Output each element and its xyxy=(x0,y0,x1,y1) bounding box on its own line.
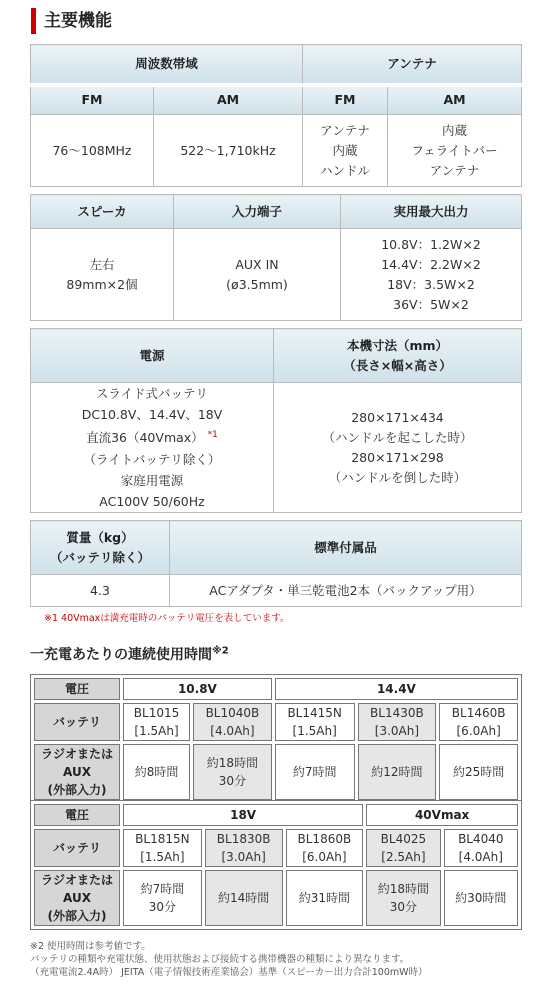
footnote-line: （充電電流2.4A時） JEITA（電子情報技術産業協会）基準（スピーカー出力合計100mW時） xyxy=(30,967,428,978)
runtime-cell xyxy=(358,744,437,800)
runtime-value: 約18時間 xyxy=(377,882,430,896)
am-antenna-line: アンテナ xyxy=(429,162,480,178)
battery-capacity: [6.0Ah] xyxy=(456,724,501,738)
fm-antenna-line: ハンドル xyxy=(319,162,370,178)
battery-capacity: [1.5Ah] xyxy=(140,850,185,864)
voltage-group: 14.4V xyxy=(275,678,518,700)
battery-model: BL1040B xyxy=(205,706,260,720)
output-value xyxy=(341,229,522,321)
runtime-cell xyxy=(366,870,440,926)
runtime-value: 約31時間 xyxy=(298,891,350,905)
power-line: スライド式バッテリ xyxy=(95,386,209,402)
dimensions-value xyxy=(274,383,522,513)
battery-cell xyxy=(193,703,272,741)
runtime-cell xyxy=(275,744,355,800)
battery-model: BL4025 xyxy=(380,832,427,846)
battery-capacity: [2.5Ah] xyxy=(381,850,426,864)
battery-cell xyxy=(123,829,202,867)
power-line xyxy=(31,425,273,448)
label-usage-line: ラジオまたは xyxy=(40,747,113,761)
header-power: 電源 xyxy=(31,329,274,383)
output-line: 36V：5W×2 xyxy=(393,296,469,312)
footnote-1: ※1 40Vmaxは満充電時のバッテリ電圧を表しています。 xyxy=(44,613,290,624)
battery-model: BL1015 xyxy=(133,706,180,720)
power-line: DC10.8V、14.4V、18V xyxy=(81,407,223,423)
battery-model: BL4040 xyxy=(458,832,504,846)
header-mass xyxy=(31,521,170,575)
runtime-heading xyxy=(30,644,229,664)
header-input: 入力端子 xyxy=(174,195,341,229)
battery-model: BL1830B xyxy=(216,832,271,846)
runtime-heading-text: 一充電あたりの連続使用時間 xyxy=(30,647,212,663)
voltage-group: 10.8V xyxy=(123,678,272,700)
label-usage-line: AUX xyxy=(63,891,91,905)
voltage-group: 18V xyxy=(123,804,363,826)
runtime-cell xyxy=(123,870,202,926)
runtime-table-18-40v xyxy=(31,801,521,929)
battery-cell xyxy=(123,703,190,741)
am-antenna xyxy=(388,115,522,187)
battery-capacity: [3.0Ah] xyxy=(374,724,420,738)
power-dimension-table xyxy=(30,328,522,513)
battery-model: BL1430B xyxy=(370,706,424,720)
label-usage-line: (外部入力) xyxy=(47,783,107,797)
output-line: 18V：3.5W×2 xyxy=(387,276,475,292)
mass-accessory-table xyxy=(30,520,522,607)
label-usage-line: (外部入力) xyxy=(47,909,107,923)
battery-cell xyxy=(439,703,518,741)
battery-cell xyxy=(205,829,283,867)
label-battery: バッテリ xyxy=(34,829,120,867)
header-dimensions-line: （長さ×幅×高さ） xyxy=(343,357,452,373)
header-frequency: 周波数帯域 xyxy=(31,45,303,85)
fm-antenna xyxy=(303,115,388,187)
runtime-value: 約7時間 xyxy=(140,882,185,896)
runtime-cell xyxy=(439,744,518,800)
header-fm: FM xyxy=(31,85,154,115)
header-mass-line: 質量（kg） xyxy=(66,529,134,545)
runtime-value: 約8時間 xyxy=(134,765,179,779)
dimension-line: （ハンドルを起こした時） xyxy=(322,429,473,445)
runtime-cell xyxy=(444,870,518,926)
power-line: （ライトバッテリ除く） xyxy=(83,451,221,467)
header-output: 実用最大出力 xyxy=(341,195,522,229)
runtime-cell xyxy=(286,870,364,926)
power-line-text: 直流36（40Vmax） xyxy=(86,430,204,446)
battery-cell xyxy=(286,829,364,867)
power-line: 家庭用電源 xyxy=(120,472,184,488)
battery-capacity: [3.0Ah] xyxy=(221,850,266,864)
battery-model: BL1815N xyxy=(135,832,190,846)
label-usage xyxy=(34,744,120,800)
fm-antenna-line: 内蔵 xyxy=(332,142,358,158)
fm-range: 76～108MHz xyxy=(31,115,154,187)
header-am-antenna: AM xyxy=(388,85,522,115)
frequency-antenna-table xyxy=(30,44,522,187)
runtime-cell xyxy=(193,744,272,800)
runtime-value: 約25時間 xyxy=(452,765,505,779)
runtime-value: 約12時間 xyxy=(371,765,423,779)
label-battery: バッテリ xyxy=(34,703,120,741)
runtime-value: 約18時間 xyxy=(206,756,259,770)
battery-capacity: [1.5Ah] xyxy=(292,724,337,738)
footnote-line: バッテリの種類や充電状態、使用状態および接続する携帯機器の種類により異なります。 xyxy=(30,954,410,965)
dimension-line: （ハンドルを倒した時） xyxy=(328,469,467,485)
header-dimensions xyxy=(274,329,522,383)
footnote-line: ※2 使用時間は参考値です。 xyxy=(30,941,151,952)
runtime-value: 約7時間 xyxy=(292,765,337,779)
header-dimensions-line: 本機寸法（mm） xyxy=(346,337,449,353)
battery-cell xyxy=(444,829,518,867)
power-line: AC100V 50/60Hz xyxy=(99,493,205,509)
label-voltage: 電圧 xyxy=(34,804,120,826)
footnotes xyxy=(30,940,428,979)
runtime-table-10-14v xyxy=(31,675,521,803)
speaker-value xyxy=(31,229,174,321)
am-range: 522～1,710kHz xyxy=(154,115,303,187)
power-value xyxy=(31,383,274,513)
am-antenna-line: 内蔵 xyxy=(441,122,467,138)
header-accessories: 標準付属品 xyxy=(170,521,522,575)
label-usage-line: AUX xyxy=(63,765,91,779)
heading-accent-bar xyxy=(31,8,36,34)
section-heading: 主要機能 xyxy=(44,11,112,31)
runtime-value: 約14時間 xyxy=(217,891,270,905)
battery-model: BL1460B xyxy=(451,706,506,720)
battery-cell xyxy=(358,703,437,741)
battery-model: BL1415N xyxy=(287,706,342,720)
battery-cell xyxy=(366,829,440,867)
input-line: AUX IN xyxy=(235,256,279,272)
speaker-line: 89mm×2個 xyxy=(66,276,138,292)
battery-capacity: [4.0Ah] xyxy=(210,724,255,738)
dimension-line: 280×171×298 xyxy=(351,449,444,465)
accessories-value: ACアダプタ・単三乾電池2本（バックアップ用） xyxy=(170,575,522,607)
voltage-group: 40Vmax xyxy=(366,804,518,826)
input-value xyxy=(174,229,341,321)
fm-antenna-line: アンテナ xyxy=(320,122,370,138)
output-line: 10.8V：1.2W×2 xyxy=(381,236,481,252)
runtime-value: 30分 xyxy=(148,900,177,914)
runtime-cell xyxy=(205,870,283,926)
footnote-mark-2: ※2 xyxy=(212,645,229,657)
battery-capacity: [6.0Ah] xyxy=(302,850,347,864)
header-fm-antenna: FM xyxy=(303,85,388,115)
battery-capacity: [1.5Ah] xyxy=(134,724,179,738)
output-line: 14.4V：2.2W×2 xyxy=(381,256,481,272)
label-usage xyxy=(34,870,120,926)
battery-model: BL1860B xyxy=(297,832,352,846)
header-am: AM xyxy=(154,85,303,115)
runtime-value: 30分 xyxy=(218,774,247,788)
label-voltage: 電圧 xyxy=(34,678,120,700)
header-speaker: スピーカ xyxy=(31,195,174,229)
speaker-line: 左右 xyxy=(89,256,115,272)
input-line: (ø3.5mm) xyxy=(226,276,288,292)
mass-value: 4.3 xyxy=(31,575,170,607)
footnote-mark-1: *1 xyxy=(207,430,218,441)
battery-cell xyxy=(275,703,355,741)
dimension-line: 280×171×434 xyxy=(351,409,444,425)
battery-capacity: [4.0Ah] xyxy=(458,850,503,864)
runtime-value: 30分 xyxy=(389,900,418,914)
speaker-output-table xyxy=(30,194,522,321)
runtime-cell xyxy=(123,744,190,800)
header-mass-line: （バッテリ除く） xyxy=(49,549,150,565)
label-usage-line: ラジオまたは xyxy=(40,873,113,887)
header-antenna: アンテナ xyxy=(303,45,522,85)
am-antenna-line: フェライトバー xyxy=(411,142,498,158)
runtime-value: 約30時間 xyxy=(455,891,507,905)
